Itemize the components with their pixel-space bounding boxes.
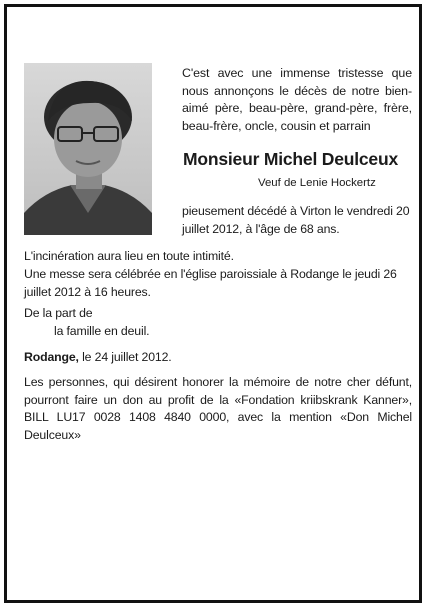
place-date-line (24, 349, 412, 367)
portrait-photo (24, 63, 152, 235)
cremation-note: L'incinération aura lieu en toute intimité. (24, 249, 234, 263)
deceased-name: Monsieur Michel Deulceux (183, 149, 398, 169)
mass-note: Une messe sera célébrée en l'église paroissiale à Rodange le jeudi 26 juillet 2012 à 16 heures. (24, 267, 397, 299)
place-name: Rodange, (24, 350, 79, 364)
notice-date: le 24 juillet 2012. (78, 350, 172, 364)
from-label: De la part de (24, 306, 93, 320)
spouse-line: Veuf de Lenie Hockertz (258, 177, 376, 189)
family-line: la famille en deuil. (54, 324, 150, 338)
announcement-intro: C'est avec une immense tristesse que nous annonçons le décès de notre bien-aimé père, beau-père, grand-père, frère, beau-frère, oncle, cousin et parrain (182, 66, 412, 133)
donation-note: Les personnes, qui désirent honorer la mémoire de notre cher défunt, pourront faire un don au profit de la «Fondation kriibskrank Kanner», BILL LU17 0028 1408 4840 0000, avec la mention «Don Michel Deulceux» (24, 375, 412, 442)
death-details: pieusement décédé à Virton le vendredi 20 juillet 2012, à l'âge de 68 ans. (182, 204, 410, 236)
